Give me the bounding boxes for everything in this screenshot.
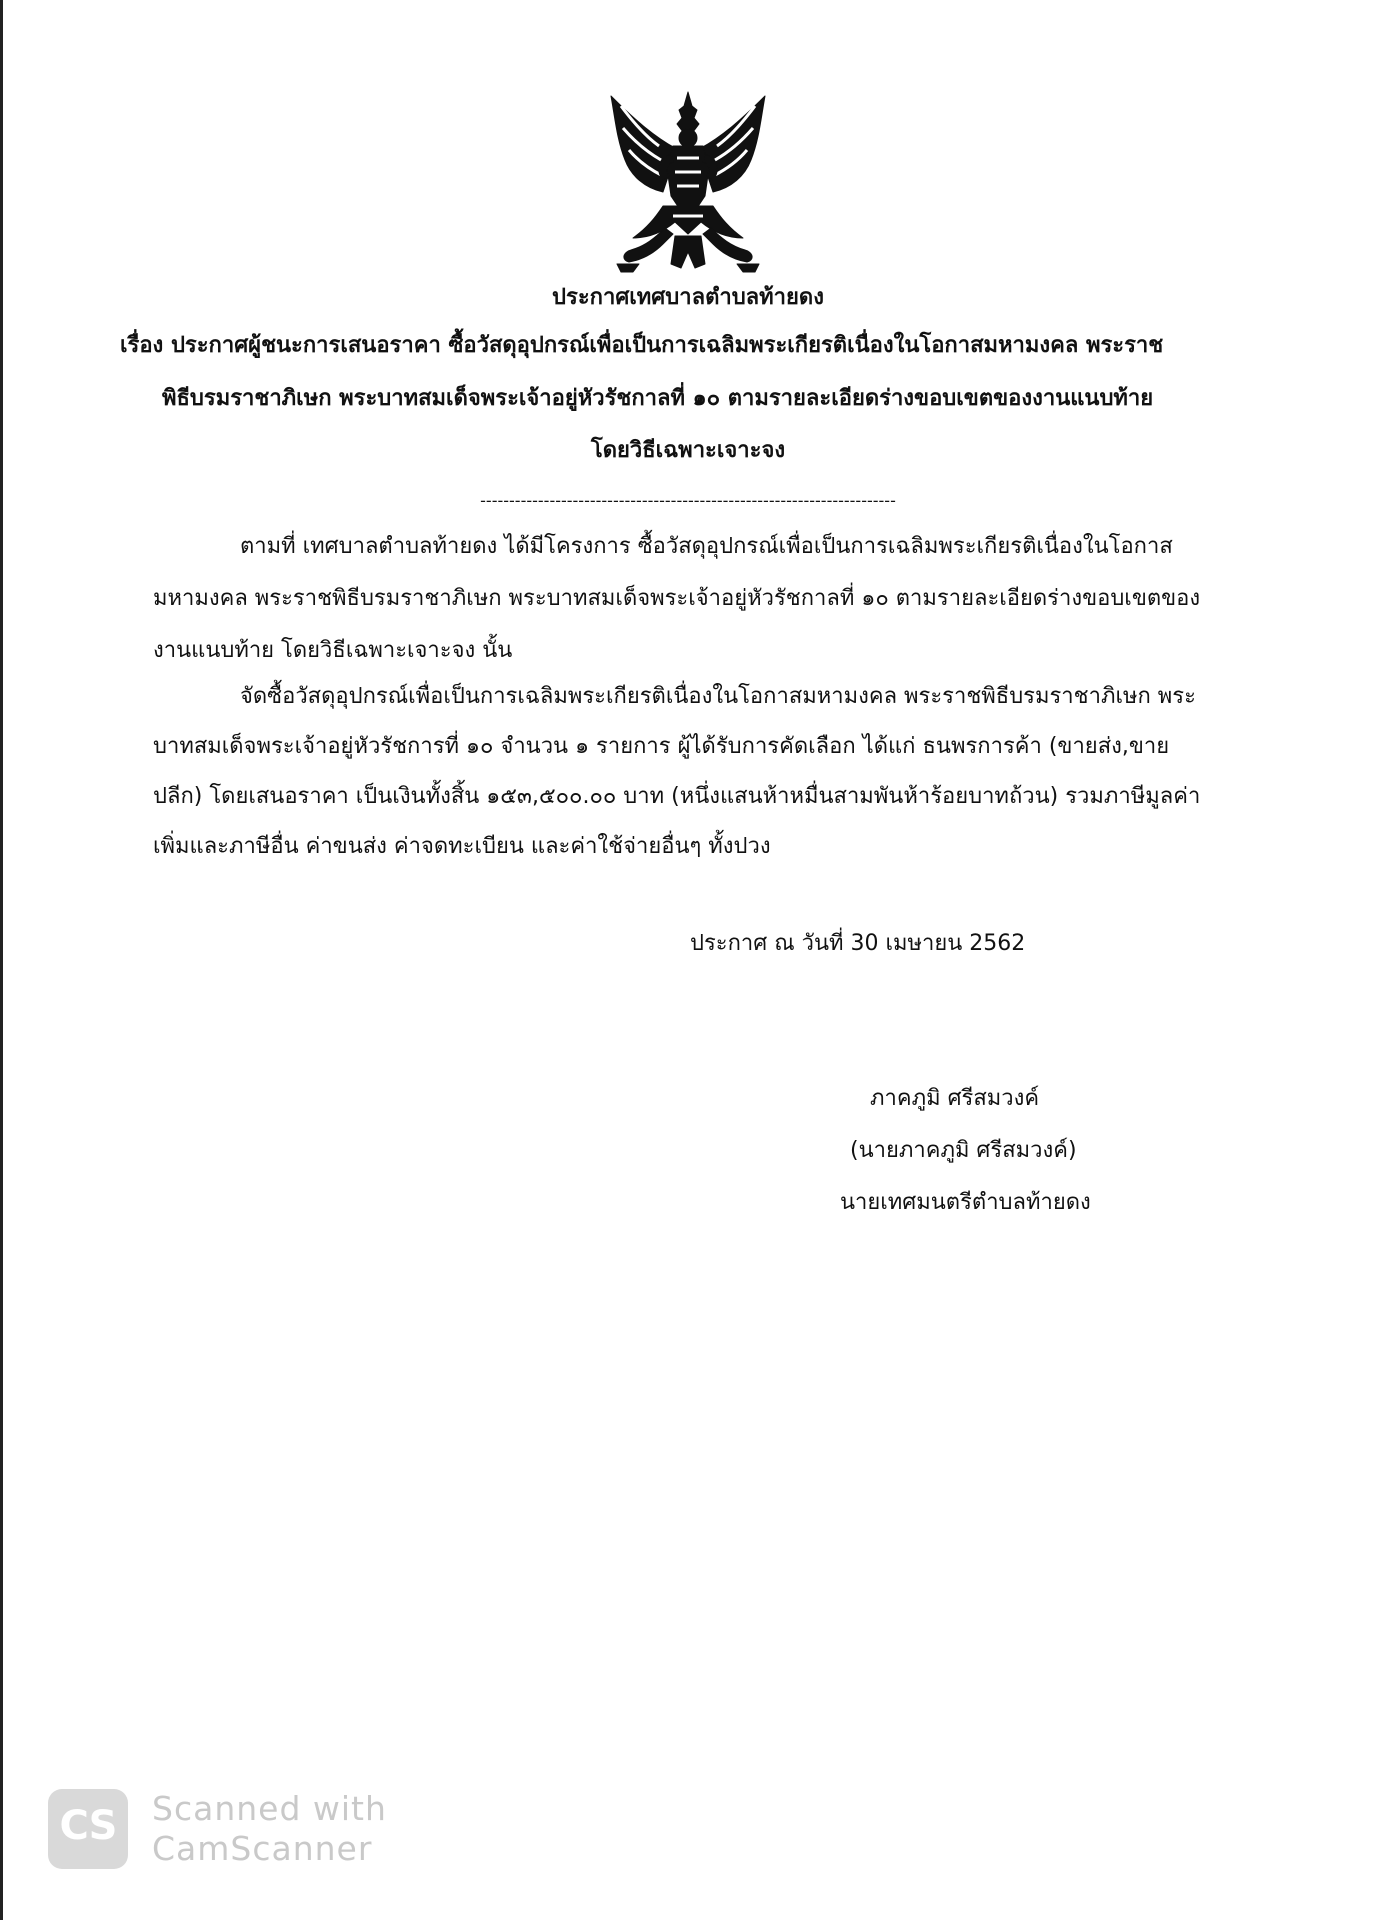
subject-line: พิธีบรมราชาภิเษก พระบาทสมเด็จพระเจ้าอยู่หัวรัชกาลที่ ๑๐ ตามรายละเอียดร่างขอบเขตของงานแนบท้าย	[162, 386, 1154, 411]
garuda-emblem-icon	[593, 88, 783, 278]
body-line: เพิ่มและภาษีอื่น ค่าขนส่ง ค่าจดทะเบียน และค่าใช้จ่ายอื่นๆ ทั้งปวง	[153, 834, 771, 859]
signer-full-name: (นายภาคภูมิ ศรีสมวงค์)	[850, 1138, 1077, 1163]
header-divider: ------------------------------------------------------------------------	[480, 491, 896, 510]
camscanner-logo-icon	[48, 1789, 128, 1869]
body-line: ปลีก) โดยเสนอราคา เป็นเงินทั้งสิ้น ๑๕๓,๕๐๐.๐๐ บาท (หนึ่งแสนห้าหมื่นสามพันห้าร้อยบาทถ้วน) รวมภาษีมูลค่า	[153, 784, 1201, 809]
watermark-line-1: Scanned with	[152, 1789, 387, 1828]
issuer-header: ประกาศเทศบาลตำบลท้ายดง	[552, 285, 824, 310]
subject-line: เรื่อง ประกาศผู้ชนะการเสนอราคา ซื้อวัสดุอุปกรณ์เพื่อเป็นการเฉลิมพระเกียรติเนื่องในโอกาสมหามงคล พระราช	[120, 333, 1164, 358]
signature-name: ภาคภูมิ ศรีสมวงค์	[870, 1086, 1040, 1111]
signer-position: นายเทศมนตรีตำบลท้ายดง	[840, 1190, 1091, 1215]
watermark-line-2: CamScanner	[152, 1829, 373, 1868]
subject-line: โดยวิธีเฉพาะเจาะจง	[590, 438, 786, 463]
body-line: ตามที่ เทศบาลตำบลท้ายดง ได้มีโครงการ ซื้อวัสดุอุปกรณ์เพื่อเป็นการเฉลิมพระเกียรติเนื่องในโอกาส	[240, 534, 1173, 559]
camscanner-logo-letters: CS	[59, 1803, 117, 1849]
body-line: งานแนบท้าย โดยวิธีเฉพาะเจาะจง นั้น	[153, 638, 513, 663]
camscanner-watermark	[48, 1789, 648, 1869]
announce-date: ประกาศ ณ วันที่ 30 เมษายน 2562	[690, 931, 1026, 956]
body-line: มหามงคล พระราชพิธีบรมราชาภิเษก พระบาทสมเด็จพระเจ้าอยู่หัวรัชกาลที่ ๑๐ ตามรายละเอียดร่างขอบเขตของ	[153, 586, 1201, 611]
body-line: บาทสมเด็จพระเจ้าอยู่หัวรัชการที่ ๑๐ จำนวน ๑ รายการ ผู้ได้รับการคัดเลือก ได้แก่ ธนพรการค้า (ขายส่ง,ขาย	[153, 734, 1170, 759]
body-line: จัดซื้อวัสดุอุปกรณ์เพื่อเป็นการเฉลิมพระเกียรติเนื่องในโอกาสมหามงคล พระราชพิธีบรมราชาภิเษก พระ	[240, 684, 1196, 709]
